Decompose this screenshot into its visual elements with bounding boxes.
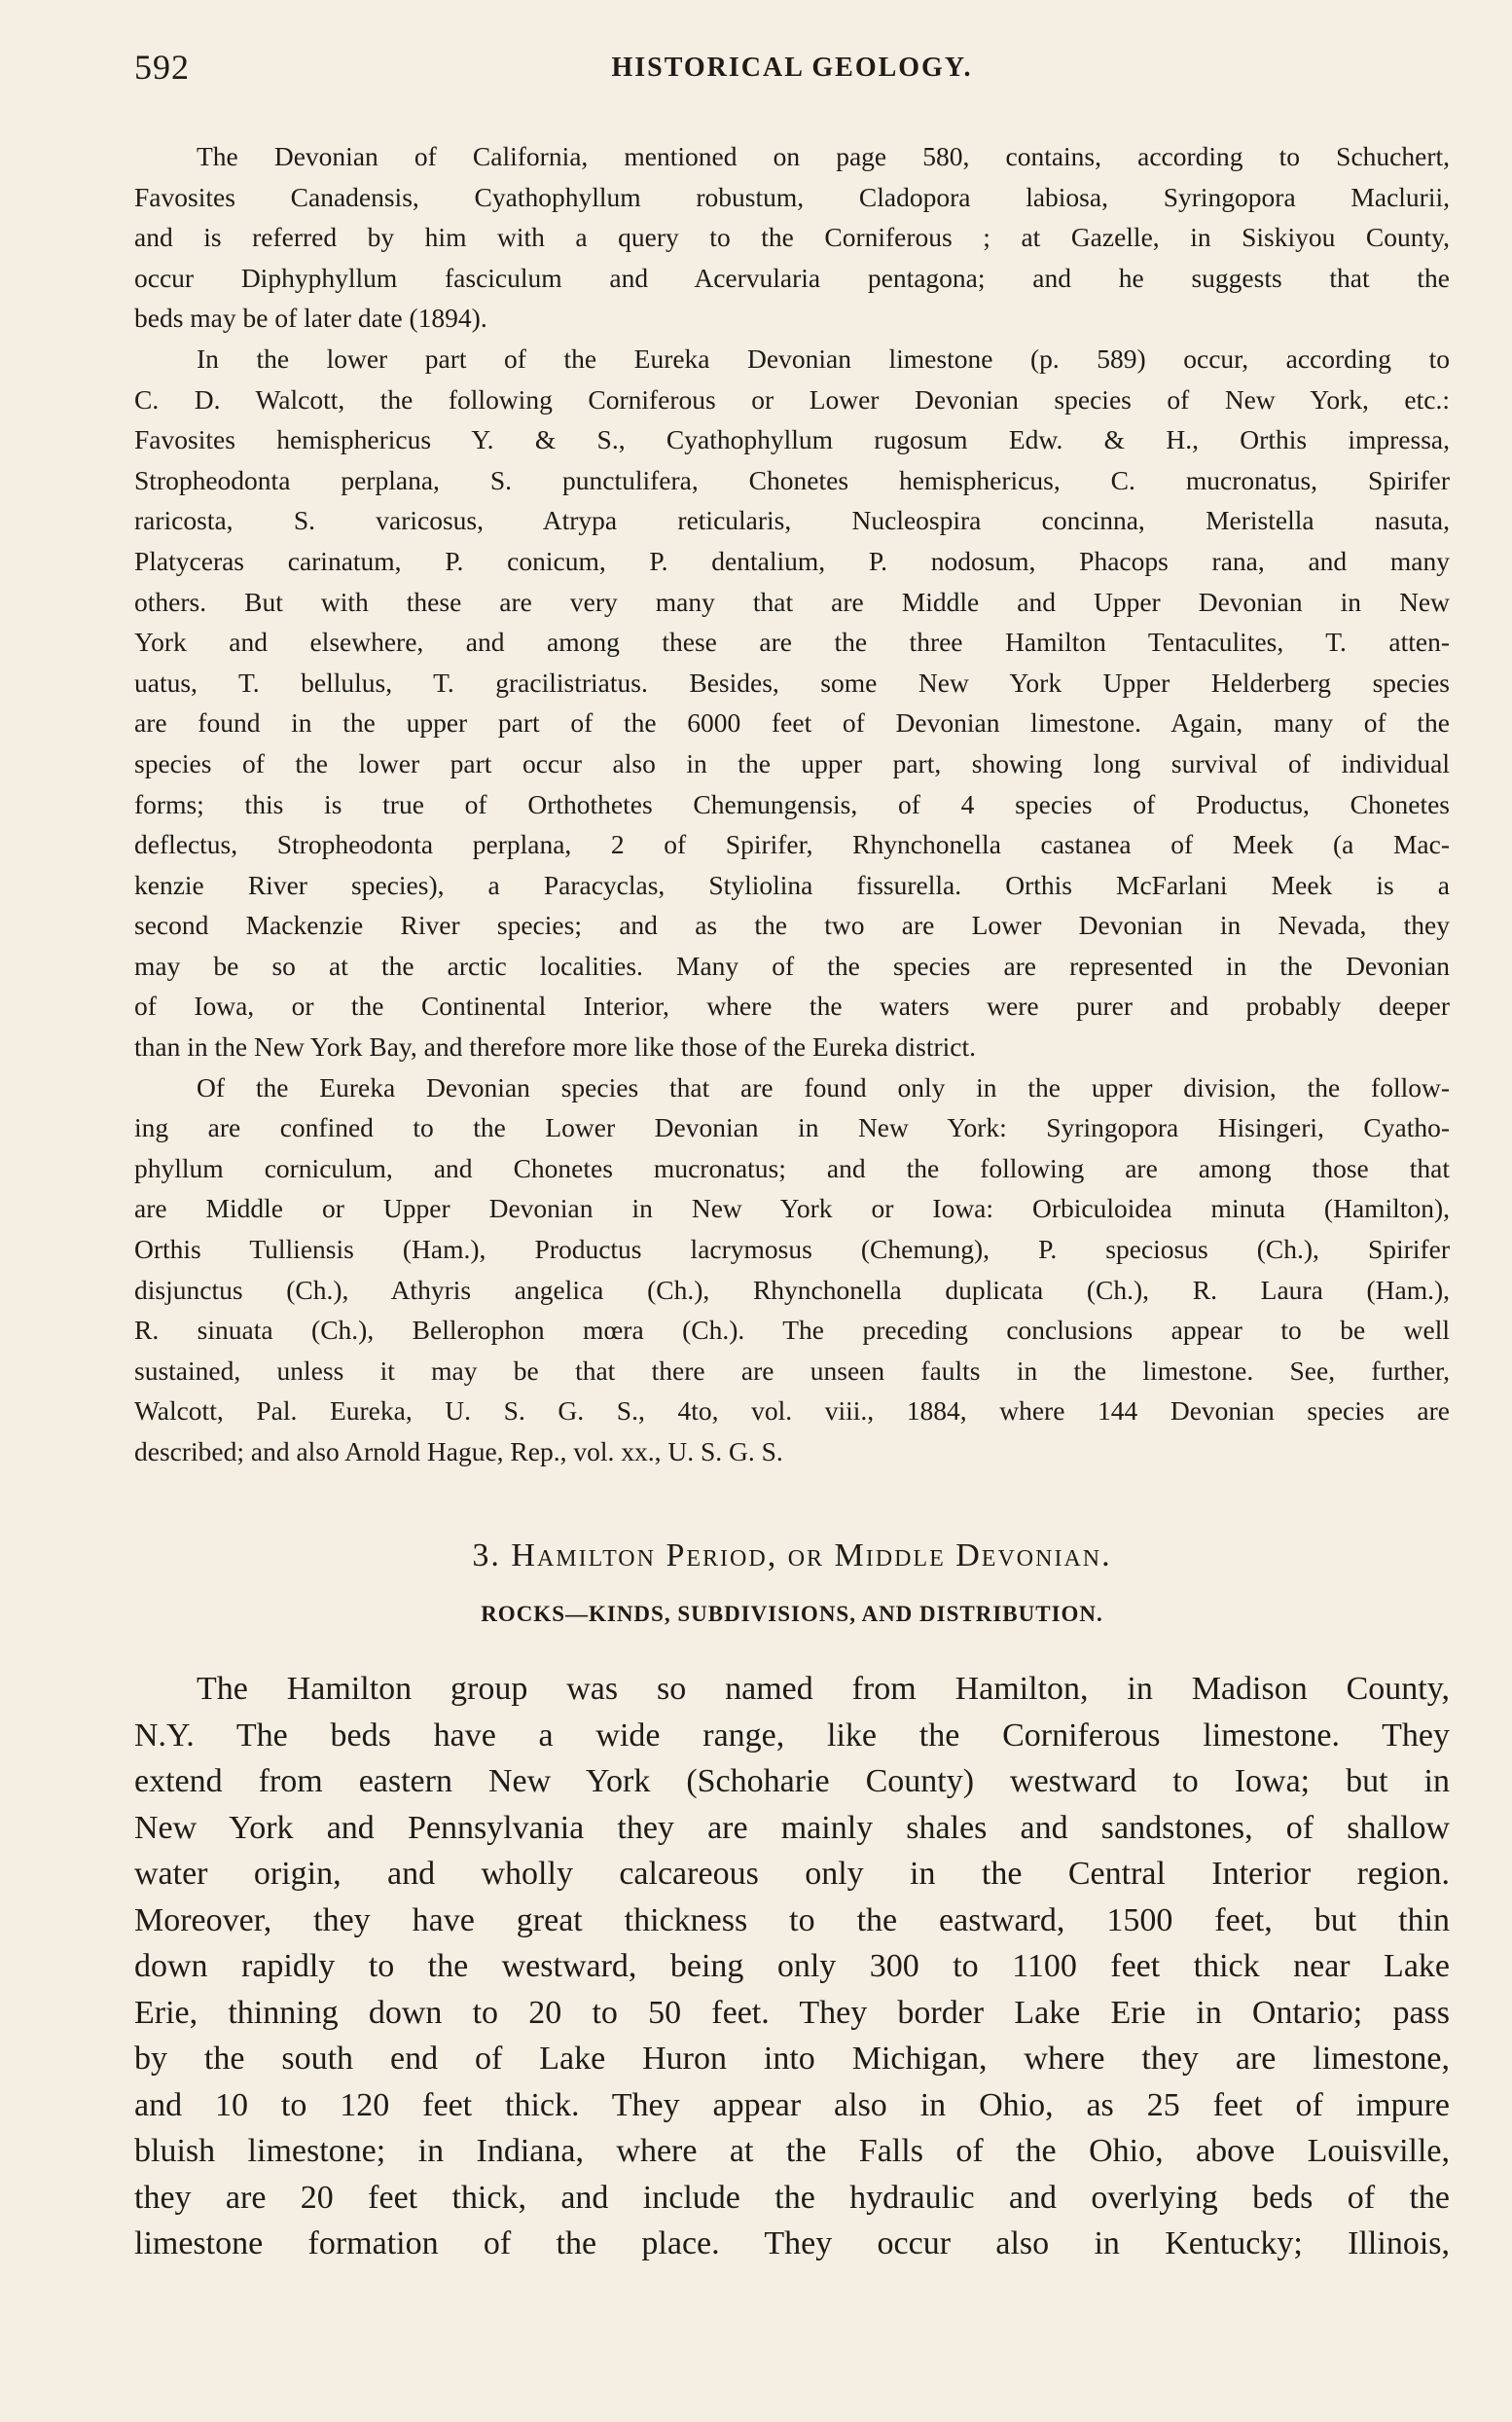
- page-number: 592: [134, 48, 190, 87]
- text-line: Of the Eureka Devonian species that are found only in the upper division, the follow-: [197, 1071, 1450, 1103]
- text-line: are Middle or Upper Devonian in New York or Iowa: Orbiculoidea minuta (Hamilton),: [134, 1193, 1450, 1224]
- text-line: The Devonian of California, mentioned on page 580, contains, according to Schuchert,: [197, 141, 1450, 171]
- text-line: down rapidly to the westward, being only 300 to 1100 feet thick near Lake: [134, 1948, 1450, 1984]
- text-line: In the lower part of the Eureka Devonian limestone (p. 589) occur, according to: [197, 343, 1450, 374]
- text-line: The Hamilton group was so named from Hamilton, in Madison County,: [197, 1671, 1450, 1707]
- main-body-text: [134, 1666, 1450, 2267]
- text-line: ing are confined to the Lower Devonian in New York: Syringopora Hisingeri, Cyatho-: [134, 1112, 1450, 1143]
- text-line: occur Diphyphyllum fasciculum and Acervularia pentagona; and he suggests that the: [134, 262, 1450, 293]
- section-subheading: ROCKS—KINDS, SUBDIVISIONS, AND DISTRIBUTION.: [481, 1602, 1103, 1626]
- text-line: uatus, T. bellulus, T. gracilistriatus. Besides, some New York Upper Helderberg species: [134, 667, 1450, 698]
- text-line: species of the lower part occur also in the upper part, showing long survival of individual: [134, 747, 1450, 778]
- text-line: are found in the upper part of the 6000 feet of Devonian limestone. Again, many of the: [134, 707, 1450, 739]
- text-line: beds may be of later date (1894).: [134, 303, 487, 334]
- text-line: phyllum corniculum, and Chonetes mucronatus; and the following are among those that: [134, 1152, 1450, 1183]
- page-header: [134, 47, 1450, 95]
- text-line: Stropheodonta perplana, S. punctulifera, Chonetes hemisphericus, C. mucronatus, Spirifer: [134, 464, 1450, 495]
- text-line: Moreover, they have great thickness to the eastward, 1500 feet, but thin: [134, 1901, 1450, 1938]
- text-line: they are 20 feet thick, and include the hydraulic and overlying beds of the: [134, 2179, 1450, 2216]
- text-line: extend from eastern New York (Schoharie County) westward to Iowa; but in: [134, 1763, 1450, 1799]
- text-line: Erie, thinning down to 20 to 50 feet. They border Lake Erie in Ontario; pass: [134, 1994, 1450, 2031]
- text-line: R. sinuata (Ch.), Bellerophon mœra (Ch.). The preceding conclusions appear to be well: [134, 1315, 1450, 1346]
- small-print-body: [134, 136, 1450, 1472]
- text-line: others. But with these are very many that are Middle and Upper Devonian in New: [134, 586, 1450, 617]
- text-line: forms; this is true of Orthothetes Chemungensis, of 4 species of Productus, Chonetes: [134, 788, 1450, 819]
- text-line: Walcott, Pal. Eureka, U. S. G. S., 4to, vol. viii., 1884, where 144 Devonian species are: [134, 1395, 1450, 1427]
- text-line: C. D. Walcott, the following Corniferous or Lower Devonian species of New York, etc.:: [134, 383, 1450, 415]
- text-line: water origin, and wholly calcareous only in the Central Interior region.: [134, 1856, 1450, 1892]
- text-line: New York and Pennsylvania they are mainly shales and sandstones, of shallow: [134, 1809, 1450, 1846]
- text-line: bluish limestone; in Indiana, where at the Falls of the Ohio, above Louisville,: [134, 2133, 1450, 2169]
- text-line: N.Y. The beds have a wide range, like the Corniferous limestone. They: [134, 1717, 1450, 1753]
- text-line: Favosites Canadensis, Cyathophyllum robustum, Cladopora labiosa, Syringopora Maclurii,: [134, 181, 1450, 212]
- text-line: kenzie River species), a Paracyclas, Styliolina fissurella. Orthis McFarlani Meek is a: [134, 869, 1450, 900]
- text-line: raricosta, S. varicosus, Atrypa reticularis, Nucleospira concinna, Meristella nasuta,: [134, 505, 1450, 536]
- section-heading: 3. Hamilton Period, or Middle Devonian.: [472, 1537, 1112, 1573]
- text-line: second Mackenzie River species; and as the two are Lower Devonian in Nevada, they: [134, 910, 1450, 941]
- text-line: Favosites hemisphericus Y. & S., Cyathophyllum rugosum Edw. & H., Orthis impressa,: [134, 424, 1450, 455]
- text-line: and is referred by him with a query to the Corniferous ; at Gazelle, in Siskiyou County,: [134, 222, 1450, 253]
- text-line: disjunctus (Ch.), Athyris angelica (Ch.), Rhynchonella duplicata (Ch.), R. Laura (Ham.),: [134, 1274, 1450, 1305]
- text-line: than in the New York Bay, and therefore more like those of the Eureka district.: [134, 1031, 976, 1063]
- text-line: and 10 to 120 feet thick. They appear also in Ohio, as 25 feet of impure: [134, 2086, 1450, 2123]
- text-line: may be so at the arctic localities. Many of the species are represented in the Devonian: [134, 950, 1450, 981]
- text-line: Orthis Tulliensis (Ham.), Productus lacrymosus (Chemung), P. speciosus (Ch.), Spirifer: [134, 1234, 1450, 1265]
- running-head: HISTORICAL GEOLOGY.: [611, 53, 973, 83]
- text-line: of Iowa, or the Continental Interior, where the waters were purer and probably deeper: [134, 991, 1450, 1022]
- text-line: limestone formation of the place. They occur also in Kentucky; Illinois,: [134, 2225, 1450, 2261]
- text-line: Platyceras carinatum, P. conicum, P. dentalium, P. nodosum, Phacops rana, and many: [134, 545, 1450, 576]
- text-line: sustained, unless it may be that there are unseen faults in the limestone. See, further,: [134, 1355, 1450, 1386]
- text-line: described; and also Arnold Hague, Rep., vol. xx., U. S. G. S.: [134, 1436, 783, 1466]
- text-line: York and elsewhere, and among these are the three Hamilton Tentaculites, T. atten-: [134, 627, 1450, 658]
- text-line: deflectus, Stropheodonta perplana, 2 of Spirifer, Rhynchonella castanea of Meek (a Mac-: [134, 829, 1450, 860]
- text-line: by the south end of Lake Huron into Michigan, where they are limestone,: [134, 2041, 1450, 2077]
